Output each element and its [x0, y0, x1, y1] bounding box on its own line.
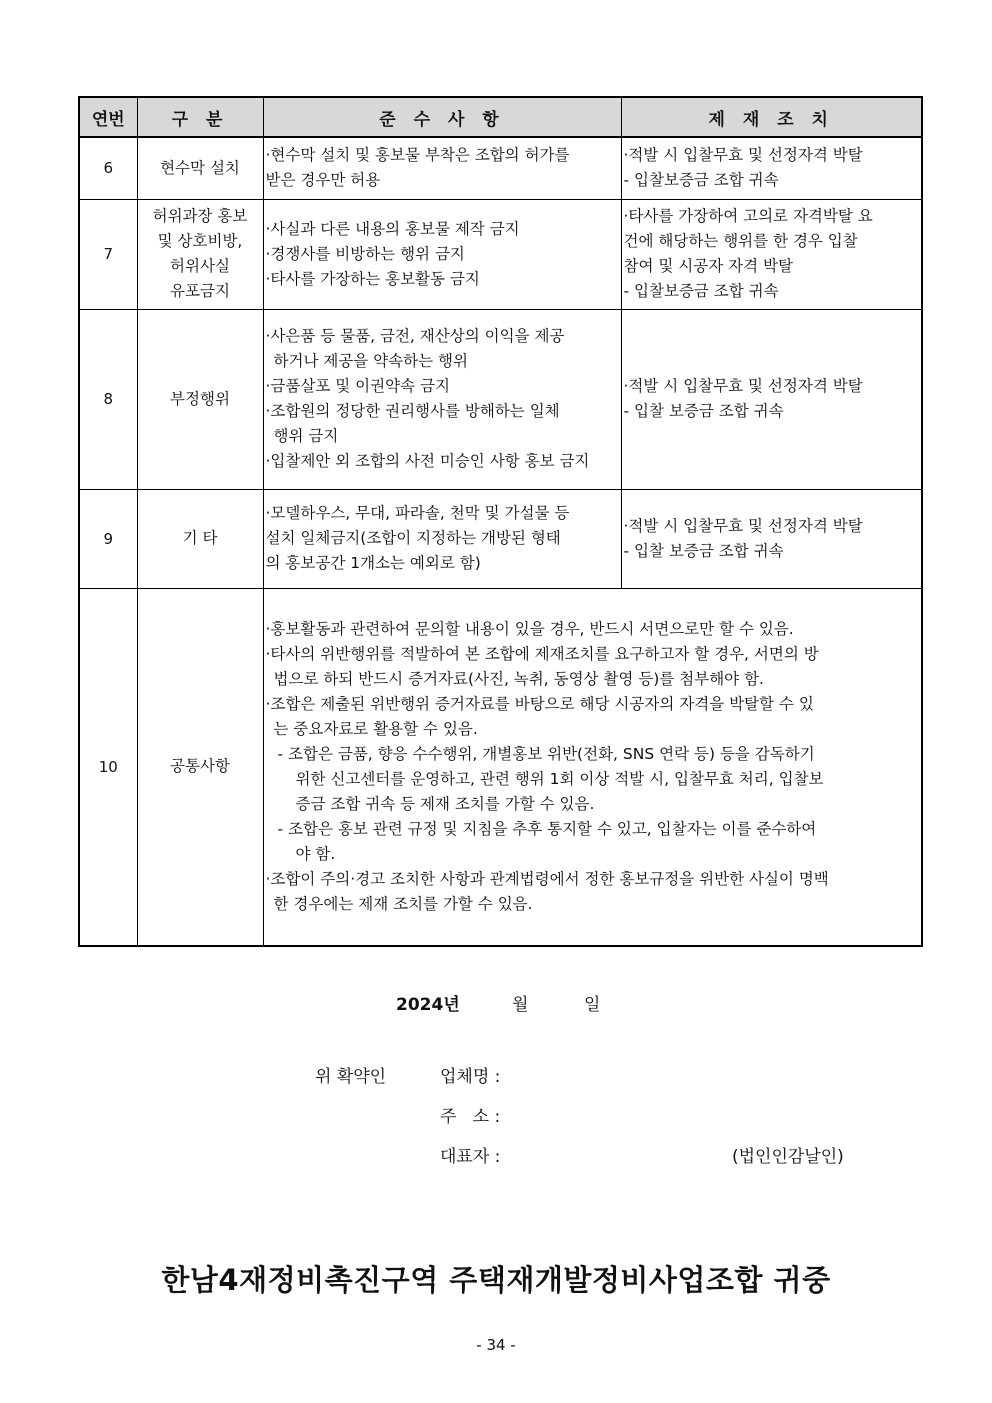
- common-line: 증금 조합 귀속 등 제재 조치를 가할 수 있음.: [295, 794, 595, 813]
- representative-label: 대표자 :: [440, 1147, 501, 1167]
- row-rules: [263, 309, 621, 489]
- row-rules: [263, 199, 621, 309]
- sanction-line: 건에 해당하는 행위를 한 경우 입찰: [623, 232, 858, 250]
- category-line: 허위사실: [170, 257, 230, 275]
- common-line: ·타사의 위반행위를 적발하여 본 조합에 제재조치를 요구하고자 할 경우, 서면의 방: [265, 644, 819, 663]
- rule-line: ·현수막 설치 및 홍보물 부착은 조합의 허가를: [265, 146, 570, 165]
- date-month: 월: [512, 995, 529, 1015]
- category-line: 유포금지: [170, 282, 230, 300]
- sanction-line: ·적발 시 입찰무효 및 선정자격 박탈: [623, 377, 863, 395]
- rule-line: ·금품살포 및 이권약속 금지: [265, 377, 450, 395]
- row-rules: [263, 137, 621, 199]
- rule-line: 의 홍보공간 1개소는 예외로 함): [265, 554, 481, 572]
- category-line: 현수막 설치: [160, 158, 240, 177]
- date-day: 일: [584, 995, 601, 1015]
- rule-line: 행위 금지: [273, 427, 339, 445]
- row-number: 7: [79, 199, 137, 309]
- row-number: 6: [79, 137, 137, 199]
- common-line: - 조합은 금품, 향응 수수행위, 개별홍보 위반(전화, SNS 연락 등) 등을 감독하기: [277, 744, 815, 763]
- rule-line: 하거나 제공을 약속하는 행위: [273, 352, 468, 370]
- common-line: ·홍보활동과 관련하여 문의할 내용이 있을 경우, 반드시 서면으로만 할 수 있음.: [265, 619, 794, 638]
- company-name-field: [440, 1062, 500, 1087]
- common-line: 법으로 하되 반드시 증거자료(사진, 녹취, 동영상 촬영 등)를 첨부해야 함.: [273, 669, 764, 688]
- row-sanctions: [621, 309, 922, 489]
- header-category: 구 분: [137, 97, 263, 137]
- address-field: [440, 1102, 500, 1127]
- rule-line: ·조합원의 정당한 권리행사를 방해하는 일체: [265, 402, 560, 420]
- compliance-table: [78, 96, 923, 947]
- rule-line: ·타사를 가장하는 홍보활동 금지: [265, 269, 480, 288]
- page-number: - 34 -: [476, 1336, 516, 1354]
- sanction-line: 참여 및 시공자 자격 박탈: [623, 257, 793, 275]
- rule-line: 설치 일체금지(조합이 지정하는 개방된 형태: [265, 529, 561, 547]
- row-number: 8: [79, 309, 137, 489]
- row-category: [137, 199, 263, 309]
- common-line: ·조합이 주의·경고 조치한 사항과 관계법령에서 정한 홍보규정을 위반한 사실이 명백: [265, 869, 829, 888]
- category-line: 부정행위: [170, 389, 230, 408]
- address-label: 주 소 :: [440, 1107, 501, 1127]
- sanction-line: ·적발 시 입찰무효 및 선정자격 박탈: [623, 516, 863, 535]
- table-header-row: [79, 97, 922, 137]
- table-row: [79, 137, 922, 199]
- sanction-line: - 입찰 보증금 조합 귀속: [623, 541, 784, 560]
- common-line: 야 함.: [295, 844, 336, 863]
- row-category: [137, 489, 263, 588]
- rule-line: ·모델하우스, 무대, 파라솔, 천막 및 가설물 등: [265, 504, 570, 522]
- rule-line: ·사은품 등 물품, 금전, 재산상의 이익을 제공: [265, 327, 565, 345]
- addressee: 한남4재정비촉진구역 주택재개발정비사업조합 귀중: [161, 1263, 831, 1297]
- row-sanctions: [621, 199, 922, 309]
- common-line: 한 경우에는 제재 조치를 가할 수 있음.: [273, 894, 533, 913]
- row-sanctions: [621, 489, 922, 588]
- sanction-line: - 입찰 보증금 조합 귀속: [623, 402, 784, 420]
- rule-line: ·경쟁사를 비방하는 행위 금지: [265, 244, 465, 263]
- rule-line: ·입찰제안 외 조합의 사전 미승인 사항 홍보 금지: [265, 452, 590, 470]
- company-name-label: 업체명 :: [440, 1067, 501, 1087]
- row-number: 9: [79, 489, 137, 588]
- category-line: 공통사항: [170, 757, 230, 776]
- sanction-line: ·적발 시 입찰무효 및 선정자격 박탈: [623, 146, 863, 165]
- rule-line: ·사실과 다른 내용의 홍보물 제작 금지: [265, 219, 520, 238]
- sanction-line: ·타사를 가장하여 고의로 자격박탈 요: [623, 207, 873, 225]
- header-number: 연번: [79, 97, 137, 137]
- category-line: 허위과장 홍보: [152, 207, 248, 225]
- date-year: 2024년: [396, 995, 460, 1015]
- header-sanctions: 제 재 조 치: [621, 97, 922, 137]
- common-line: ·조합은 제출된 위반행위 증거자료를 바탕으로 해당 시공자의 자격을 박탈할 수 있: [265, 694, 814, 713]
- row-category: [137, 137, 263, 199]
- table-row: [79, 489, 922, 588]
- row-category: [137, 588, 263, 946]
- signatory-label: 위 확약인: [315, 1067, 387, 1087]
- category-line: 및 상호비방,: [157, 232, 243, 250]
- row-sanctions: [621, 137, 922, 199]
- rule-line: 받은 경우만 허용: [265, 171, 381, 190]
- sanction-line: - 입찰보증금 조합 귀속: [623, 282, 779, 300]
- row-rules: [263, 489, 621, 588]
- table-row: [79, 309, 922, 489]
- sanction-line: - 입찰보증금 조합 귀속: [623, 171, 779, 190]
- header-rules: 준 수 사 항: [263, 97, 621, 137]
- row-common-provisions: [263, 588, 922, 946]
- row-category: [137, 309, 263, 489]
- category-line: 기 타: [182, 529, 218, 547]
- date-line: [396, 990, 601, 1015]
- table-row: [79, 199, 922, 309]
- common-line: - 조합은 홍보 관련 규정 및 지침을 추후 통지할 수 있고, 입찰자는 이를 준수하여: [277, 819, 817, 838]
- representative-field: [440, 1142, 500, 1167]
- row-number: 10: [79, 588, 137, 946]
- common-line: 는 중요자료로 활용할 수 있음.: [273, 719, 478, 738]
- table-row: [79, 588, 922, 946]
- corporate-seal-note: (법인인감날인): [732, 1147, 844, 1167]
- common-line: 위한 신고센터를 운영하고, 관련 행위 1회 이상 적발 시, 입찰무효 처리, 입찰보: [295, 769, 824, 788]
